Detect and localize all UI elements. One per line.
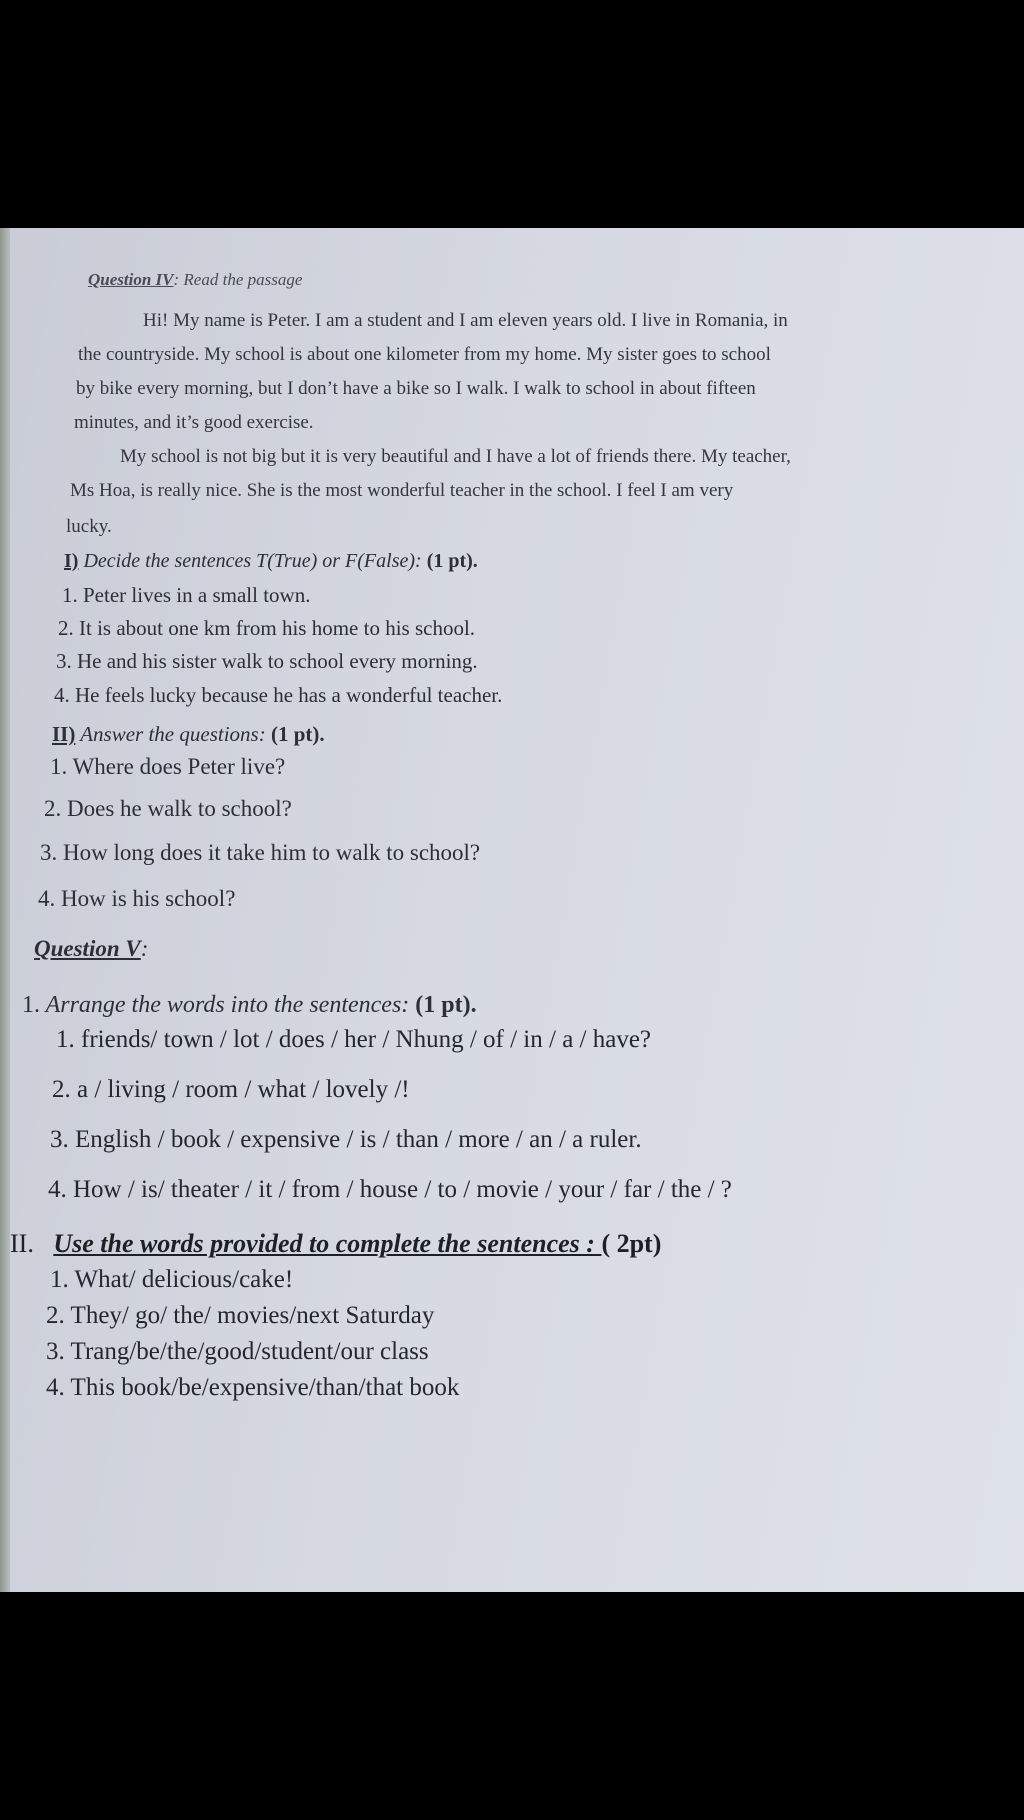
part-2-points: (1 pt). [270,722,325,746]
passage-line-4: minutes, and it’s good exercise. [74,412,314,433]
part-1-instruction: Decide the sentences T(True) or F(False): [78,550,427,572]
tf-item-4: 4. He feels lucky because he has a wonderful teacher. [54,683,503,707]
question-4-title: Question IV [88,270,174,289]
answer-question-1: 1. Where does Peter live? [50,754,286,779]
arrange-heading [22,992,477,1019]
complete-item-4: 4. This book/be/expensive/than/that book [46,1374,460,1401]
question-4-instruction: : Read the passage [173,270,303,289]
passage-line-2: the countryside. My school is about one kilometer from my home. My sister goes to school [78,344,771,365]
part-2-instruction: Answer the questions: [75,722,271,746]
worksheet-document [0,228,1024,1592]
complete-instruction: Use the words provided to complete the sentences : [53,1229,602,1258]
arrange-item-4: 4. How / is/ theater / it / from / house / to / movie / your / far / the / ? [48,1176,732,1203]
arrange-number: 1. [22,992,40,1018]
arrange-item-3: 3. English / book / expensive / is / than / more / an / a ruler. [50,1126,642,1153]
complete-heading [10,1229,661,1259]
part-2-heading [52,722,325,747]
passage-line-5: My school is not big but it is very beautiful and I have a lot of friends there. My teacher, [120,446,791,467]
answer-question-3: 3. How long does it take him to walk to school? [40,840,481,865]
arrange-points: (1 pt). [415,992,477,1018]
question-4-heading [88,270,302,290]
question-5-heading [34,936,148,962]
part-2-number: II) [52,722,76,746]
arrange-item-1: 1. friends/ town / lot / does / her / Nhung / of / in / a / have? [56,1026,652,1053]
passage-line-1: Hi! My name is Peter. I am a student and I am eleven years old. I live in Romania, in [143,310,788,331]
complete-number: II. [10,1229,34,1258]
question-5-title-suffix: : [140,936,149,961]
tf-item-3: 3. He and his sister walk to school every morning. [56,649,478,673]
answer-question-4: 4. How is his school? [38,886,236,911]
passage-line-7: lucky. [66,516,112,537]
passage-line-6: Ms Hoa, is really nice. She is the most wonderful teacher in the school. I feel I am very [70,480,734,501]
worksheet-paper [0,228,1024,1592]
complete-item-3: 3. Trang/be/the/good/student/our class [46,1338,429,1365]
question-5-title: Question V [34,936,141,961]
complete-item-2: 2. They/ go/ the/ movies/next Saturday [46,1302,435,1329]
arrange-item-2: 2. a / living / room / what / lovely /! [52,1076,410,1103]
arrange-instruction: Arrange the words into the sentences: [40,992,416,1018]
tf-item-1: 1. Peter lives in a small town. [62,583,311,607]
complete-item-1: 1. What/ delicious/cake! [50,1266,294,1293]
answer-question-2: 2. Does he walk to school? [44,796,292,821]
part-1-points: (1 pt). [426,550,478,572]
part-1-number: I) [64,550,79,572]
complete-points: ( 2pt) [601,1229,662,1258]
passage-line-3: by bike every morning, but I don’t have a bike so I walk. I walk to school in about fifteen [76,378,756,399]
tf-item-2: 2. It is about one km from his home to his school. [58,616,476,640]
part-1-heading [64,550,478,573]
